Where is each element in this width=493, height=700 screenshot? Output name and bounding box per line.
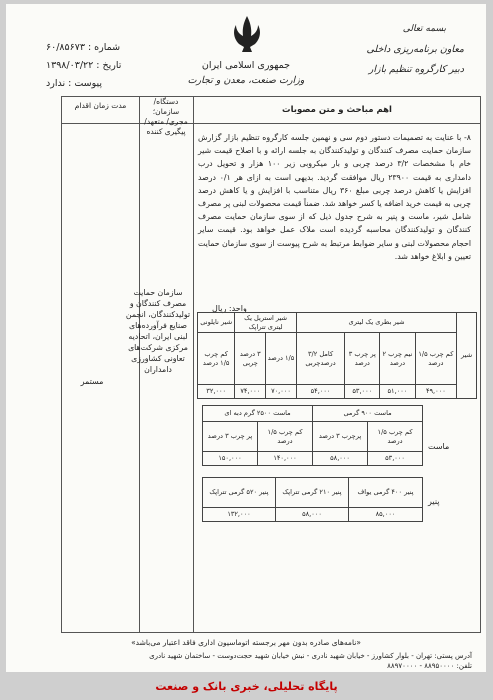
- letter-attachment-value: ندارد: [46, 78, 66, 89]
- postal-address: آدرس پستی: تهران - بلوار کشاورز - خیابان شهید نادری - نبش خیابان شهید حجت‌دوست - ساختمان شهید نادری: [149, 652, 472, 660]
- milk-price-2: ۵۳,۰۰۰: [345, 385, 380, 399]
- letter-number-value: ۶۰/۸۵۶۷۳: [46, 42, 85, 53]
- milk-price-6: ۳۲,۰۰۰: [198, 385, 235, 399]
- milk-col-3: کامل ۳/۲ درصدچربی: [296, 333, 344, 385]
- milk-price-table: [197, 312, 477, 399]
- header-right-line-1: بسمه تعالی: [402, 24, 446, 34]
- yogurt-price-2: ۱۴۰,۰۰۰: [258, 452, 313, 466]
- milk-price-3: ۵۴,۰۰۰: [296, 385, 344, 399]
- yogurt-900-header: ماست ۹۰۰ گرمی: [313, 406, 423, 422]
- milk-group-label: شیر: [457, 313, 477, 399]
- milk-price-4: ۷۰,۰۰۰: [266, 385, 297, 399]
- milk-col-2: پر چرب ۳ درصد: [345, 333, 380, 385]
- letter-date-label: تاریخ :: [96, 60, 122, 71]
- yogurt-2500-header: ماست ۲۵۰۰ گرم دبه ای: [203, 406, 313, 422]
- cheese-col-0: پنیر ۴۰۰ گرمی یواف: [349, 478, 423, 508]
- cheese-price-2: ۱۳۲,۰۰۰: [203, 508, 276, 522]
- milk-sterile-header: شیر استریل یک لیتری تتراپک: [235, 313, 297, 333]
- yogurt-col-2: کم چرب ۱/۵ درصد: [258, 422, 313, 452]
- cheese-price-0: ۸۵,۰۰۰: [349, 508, 423, 522]
- milk-col-4: ۱/۵ درصد: [266, 333, 297, 385]
- resolution-paragraph: ۸- با عنایت به تصمیمات دستور دوم سی و نهمین جلسه کارگروه تنظیم بازار گزارش سازمان حمایت مصرف کنندگان و تولیدکنندگان به جلسه ارائه و با اصلاح قیمت شیر خام با مشخصات ۳/۲ درصد چربی و بار میکروبی زیر ۱۰۰ هزار و تحویل درب دامداری به قیمت ۲۳۹۰۰ ریال موافقت گردید. بدیهی است به ازای هر ۰/۱ درصد افزایش یا کاهش درصد چربی مبلغ ۳۶۰ ریال متناسب با افزایش و یا کاهش درصد چربی به قیمت خرید اضافه یا کسر خواهد شد. ضمناً قیمت محصولات لبنی پر مصرف شامل شیر، ماست و پنیر به شرح جدول ذیل که از سوی سازمان حمایت مصرف کنندگان و تولیدکنندگان محاسبه گردیده است ملاک عمل خواهد بود. قیمت سایر احجام محصولات لبنی و سایر ضوابط مرتبط به شرح پیوست از سوی سازمان حمایت تعیین و ابلاغ خواهد شد.: [198, 133, 471, 261]
- yogurt-price-3: ۱۵۰,۰۰۰: [203, 452, 258, 466]
- milk-col-5: ۳ درصد چربی: [235, 333, 266, 385]
- letter-number: [46, 42, 120, 53]
- responsible-org: سازمان حمایت مصرف کنندگان و تولیدکنندگان، انجمن صنایع فرآورده‌های لبنی ایران، اتحادیه مرکزی شرکت‌های تعاونی کشاورزی دامداران: [125, 288, 191, 374]
- col-header-org: دستگاه/سازمان؛ مجری/ متعهد/ پیگیری کننده: [144, 97, 188, 136]
- resolution-text: [198, 131, 471, 263]
- yogurt-col-3: پر چرب ۳ درصد: [203, 422, 258, 452]
- source-caption: پایگاه تحلیلی، خبری بانک و صنعت: [155, 680, 338, 693]
- yogurt-col-1: پرچرب ۳ درصد: [313, 422, 368, 452]
- yogurt-price-table: [202, 405, 423, 466]
- cheese-col-2: پنیر ۵۲۰ گرمی تتراپک: [203, 478, 276, 508]
- cheese-group-label: پنیر: [428, 497, 440, 506]
- yogurt-col-0: کم چرب ۱/۵ درصد: [368, 422, 423, 452]
- milk-price-5: ۷۴,۰۰۰: [235, 385, 266, 399]
- milk-tetra-header: شیر نایلونی: [198, 313, 235, 333]
- minutes-table: [61, 96, 481, 633]
- validity-footnote: «نامه‌های صادره بدون مهر برجسته اتوماسیون اداری فاقد اعتبار می‌باشد»: [131, 638, 361, 647]
- col-header-content: اهم مباحث و متن مصوبات: [282, 105, 392, 115]
- unit-label: واحد: ریال: [212, 304, 247, 313]
- iran-emblem-icon: [230, 14, 264, 54]
- letter-date: [46, 60, 121, 71]
- letter-attachment-label: پیوست :: [68, 78, 103, 89]
- milk-pouch-header: شیر بطری یک لیتری: [296, 313, 456, 333]
- header-right-line-2: معاون برنامه‌ریزی داخلی: [366, 44, 464, 55]
- yogurt-price-0: ۵۳,۰۰۰: [368, 452, 423, 466]
- cheese-col-1: پنیر ۲۱۰ گرمی تتراپک: [276, 478, 349, 508]
- cheese-price-table: [202, 477, 423, 522]
- col-header-deadline: مدت زمان اقدام: [74, 101, 127, 110]
- milk-price-1: ۵۱,۰۰۰: [380, 385, 415, 399]
- phone-numbers: تلفن: ۸۸۹۵۰۰۰۰ - ۸۸۹۷۰۰۰۰: [387, 662, 472, 670]
- milk-price-0: ۴۹,۰۰۰: [415, 385, 457, 399]
- header-center-line-1: جمهوری اسلامی ایران: [201, 60, 291, 71]
- header-right-line-3: دبیر کارگروه تنظیم بازار: [368, 64, 464, 75]
- milk-col-1: نیم چرب ۲ درصد: [380, 333, 415, 385]
- letter-page: [6, 4, 486, 672]
- milk-col-0: کم چرب ۱/۵ درصد: [415, 333, 457, 385]
- yogurt-group-label: ماست: [428, 442, 450, 451]
- letter-attachment: [46, 78, 102, 89]
- cheese-price-1: ۵۸,۰۰۰: [276, 508, 349, 522]
- letter-number-label: شماره :: [87, 42, 121, 53]
- letter-date-value: ۱۳۹۸/۰۳/۲۲: [46, 60, 94, 71]
- deadline-value: مستمر: [80, 377, 104, 386]
- milk-col-6: کم چرب ۱/۵ درصد: [198, 333, 235, 385]
- yogurt-price-1: ۵۸,۰۰۰: [313, 452, 368, 466]
- header-center-line-2: وزارت صنعت، معدن و تجارت: [187, 75, 305, 86]
